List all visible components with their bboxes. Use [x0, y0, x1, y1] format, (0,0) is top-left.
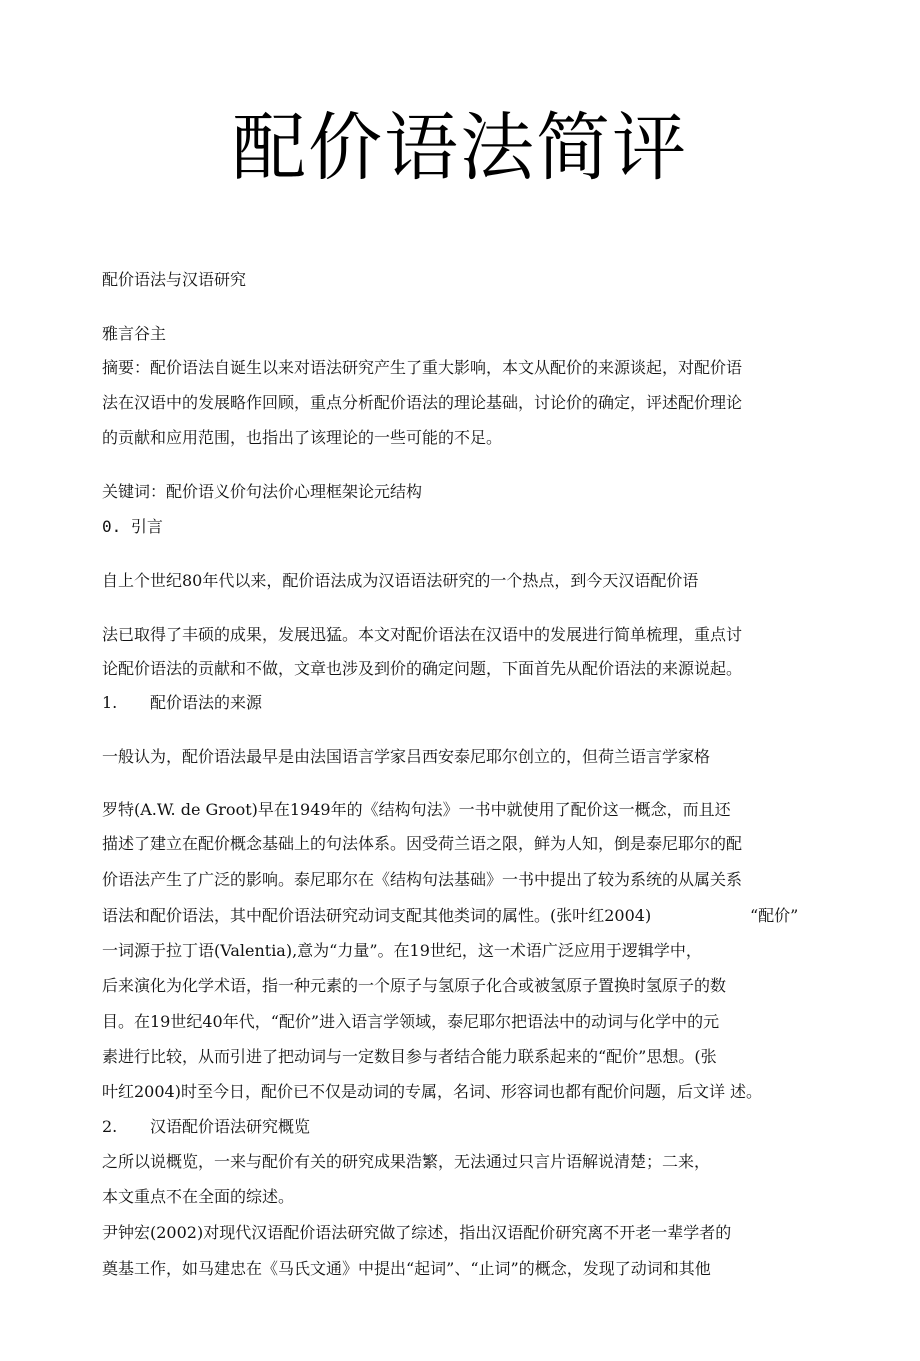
section-title: 汉语配价语法研究概览: [150, 1117, 311, 1136]
section-title: 配价语法的来源: [150, 693, 263, 712]
paragraph-line: 描述了建立在配价概念基础上的句法体系。因受荷兰语之限，鲜为人知，倒是泰尼耶尔的配: [102, 834, 743, 853]
quoted-term: “配价”: [750, 906, 799, 925]
paragraph-line: 后来演化为化学术语，指一种元素的一个原子与氢原子化合或被氢原子置换时氢原子的数: [102, 976, 727, 995]
abstract-line: 摘要：配价语法自诞生以来对语法研究产生了重大影响，本文从配价的来源谈起，对配价语: [102, 358, 743, 377]
paragraph-line: [102, 905, 822, 927]
section-heading-origin: [102, 692, 822, 714]
section-heading-intro: 0. 引言: [102, 517, 163, 536]
paragraph-text: 语法和配价语法，其中配价语法研究动词支配其他类词的属性。(张叶红2004): [102, 906, 652, 925]
paragraph-line: 一词源于拉丁语(Valentia),意为“力量”。在19世纪，这一术语广泛应用于逻辑学中，: [102, 941, 702, 960]
paragraph-line: 罗特(A.W. de Groot)早在1949年的《结构句法》一书中就使用了配价这一概念，而且还: [102, 800, 731, 819]
paragraph-line: 自上个世纪80年代以来，配价语法成为汉语语法研究的一个热点，到今天汉语配价语: [102, 571, 699, 590]
paragraph-line: 素进行比较，从而引进了把动词与一定数目参与者结合能力联系起来的“配价”思想。(张: [102, 1047, 717, 1066]
paragraph-line: 尹钟宏(2002)对现代汉语配价语法研究做了综述，指出汉语配价研究离不开老一辈学者的: [102, 1223, 732, 1242]
paragraph-line: 奠基工作，如马建忠在《马氏文通》中提出“起词”、“止词”的概念，发现了动词和其他: [102, 1259, 711, 1278]
abstract-line: 法在汉语中的发展略作回顾，重点分析配价语法的理论基础，讨论价的确定，评述配价理论: [102, 393, 743, 412]
section-heading-overview: [102, 1116, 822, 1138]
paragraph-line: 法已取得了丰硕的成果，发展迅猛。本文对配价语法在汉语中的发展进行简单梳理，重点讨: [102, 625, 743, 644]
section-number: 1.: [102, 693, 118, 712]
paragraph-line: 论配价语法的贡献和不做，文章也涉及到价的确定问题，下面首先从配价语法的来源说起。: [102, 659, 743, 678]
abstract-line: 的贡献和应用范围，也指出了该理论的一些可能的不足。: [102, 428, 503, 447]
section-number: 2.: [102, 1117, 118, 1136]
subtitle: 配价语法与汉语研究: [102, 270, 247, 289]
paragraph-line: 目。在19世纪40年代，“配价”进入语言学领域，泰尼耶尔把语法中的动词与化学中的元: [102, 1012, 720, 1031]
paragraph-line: 价语法产生了广泛的影响。泰尼耶尔在《结构句法基础》一书中提出了较为系统的从属关系: [102, 870, 743, 889]
paragraph-line: 一般认为，配价语法最早是由法国语言学家吕西安泰尼耶尔创立的，但荷兰语言学家格: [102, 747, 711, 766]
paragraph-line: 本文重点不在全面的综述。: [102, 1187, 295, 1206]
author: 雅言谷主: [102, 324, 167, 343]
paragraph-line: 叶红2004)时至今日，配价已不仅是动词的专属，名词、形容词也都有配价问题，后文详 述。: [102, 1082, 763, 1101]
paragraph-line: 之所以说概览，一来与配价有关的研究成果浩繁，无法通过只言片语解说清楚；二来，: [102, 1152, 711, 1171]
keywords: 关键词：配价语义价句法价心理框架论元结构: [102, 482, 423, 501]
document-title: 配价语法简评: [232, 105, 688, 191]
